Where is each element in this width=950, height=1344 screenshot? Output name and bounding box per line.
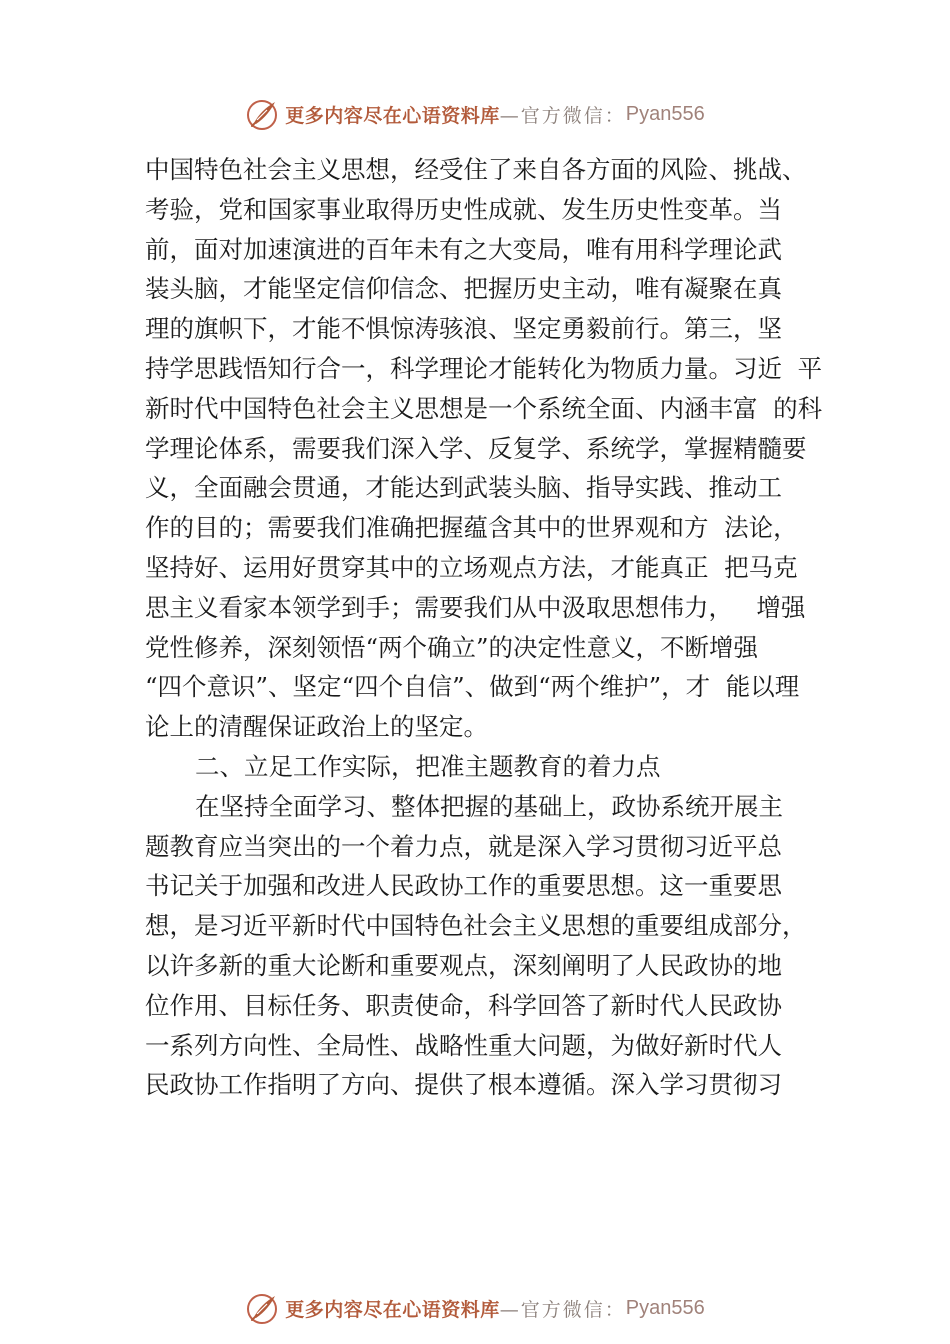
text-line: 书记关于加强和改进人民政协工作的重要思想。这一重要思 xyxy=(145,871,782,901)
text-line: 作的目的；需要我们准确把握蕴含其中的世界观和方 法论， xyxy=(145,513,798,543)
document-body xyxy=(145,150,845,1105)
text-line: 思主义看家本领学到手；需要我们从中汲取思想伟力， 增强 xyxy=(145,592,806,622)
text-line: 前，面对加速演进的百年未有之大变局，唯有用科学理论武 xyxy=(145,234,782,264)
quill-logo-icon xyxy=(245,1290,281,1326)
header-watermark xyxy=(0,92,950,136)
watermark-separator-text: —官方微信： xyxy=(499,104,626,127)
watermark-separator-text: —官方微信： xyxy=(499,1298,626,1321)
text-line: 持学思践悟知行合一，科学理论才能转化为物质力量。习近 平 xyxy=(145,353,823,383)
watermark-wechat-id: Pyan556 xyxy=(625,102,705,125)
text-line: 装头脑，才能坚定信仰信念、把握历史主动，唯有凝聚在真 xyxy=(145,274,782,304)
text-line: 学理论体系，需要我们深入学、反复学、系统学，掌握精髓要 xyxy=(145,433,807,463)
text-line: 论上的清醒保证政治上的坚定。 xyxy=(145,712,488,742)
text-line: 题教育应当突出的一个着力点，就是深入学习贯彻习近平总 xyxy=(145,831,782,861)
text-line: 考验，党和国家事业取得历史性成就、发生历史性变革。当 xyxy=(145,194,782,224)
watermark-wechat-id: Pyan556 xyxy=(625,1296,705,1319)
text-line: 中国特色社会主义思想，经受住了来自各方面的风险、挑战、 xyxy=(145,155,807,184)
footer-watermark xyxy=(0,1286,950,1330)
text-line: “四个意识”、坚定“四个自信”、做到“两个维护”，才 能以理 xyxy=(145,672,800,702)
text-line: 位作用、目标任务、职责使命，科学回答了新时代人民政协 xyxy=(145,990,782,1020)
text-line: 坚持好、运用好贯穿其中的立场观点方法，才能真正 把马克 xyxy=(145,552,798,582)
text-line: 理的旗帜下，才能不惧惊涛骇浪、坚定勇毅前行。第三，坚 xyxy=(145,314,782,344)
quill-logo-icon xyxy=(245,96,281,132)
watermark-main-text: 更多内容尽在心语资料库 xyxy=(285,1298,500,1321)
text-line: 一系列方向性、全局性、战略性重大问题，为做好新时代人 xyxy=(145,1030,782,1060)
text-line: 义，全面融会贯通，才能达到武装头脑、指导实践、推动工 xyxy=(145,473,782,503)
text-line: 新时代中国特色社会主义思想是一个系统全面、内涵丰富 的科 xyxy=(145,393,823,423)
text-line: 想，是习近平新时代中国特色社会主义思想的重要组成部分， xyxy=(145,911,807,941)
text-line: 民政协工作指明了方向、提供了根本遵循。深入学习贯彻习 xyxy=(145,1070,782,1100)
text-line: 以许多新的重大论断和重要观点，深刻阐明了人民政协的地 xyxy=(145,950,782,980)
text-line: 党性修养，深刻领悟“两个确立”的决定性意义，不断增强 xyxy=(145,632,759,662)
text-line: 二、立足工作实际，把准主题教育的着力点 xyxy=(195,751,661,781)
text-line: 在坚持全面学习、整体把握的基础上，政协系统开展主 xyxy=(195,791,783,821)
watermark-main-text: 更多内容尽在心语资料库 xyxy=(285,104,500,127)
